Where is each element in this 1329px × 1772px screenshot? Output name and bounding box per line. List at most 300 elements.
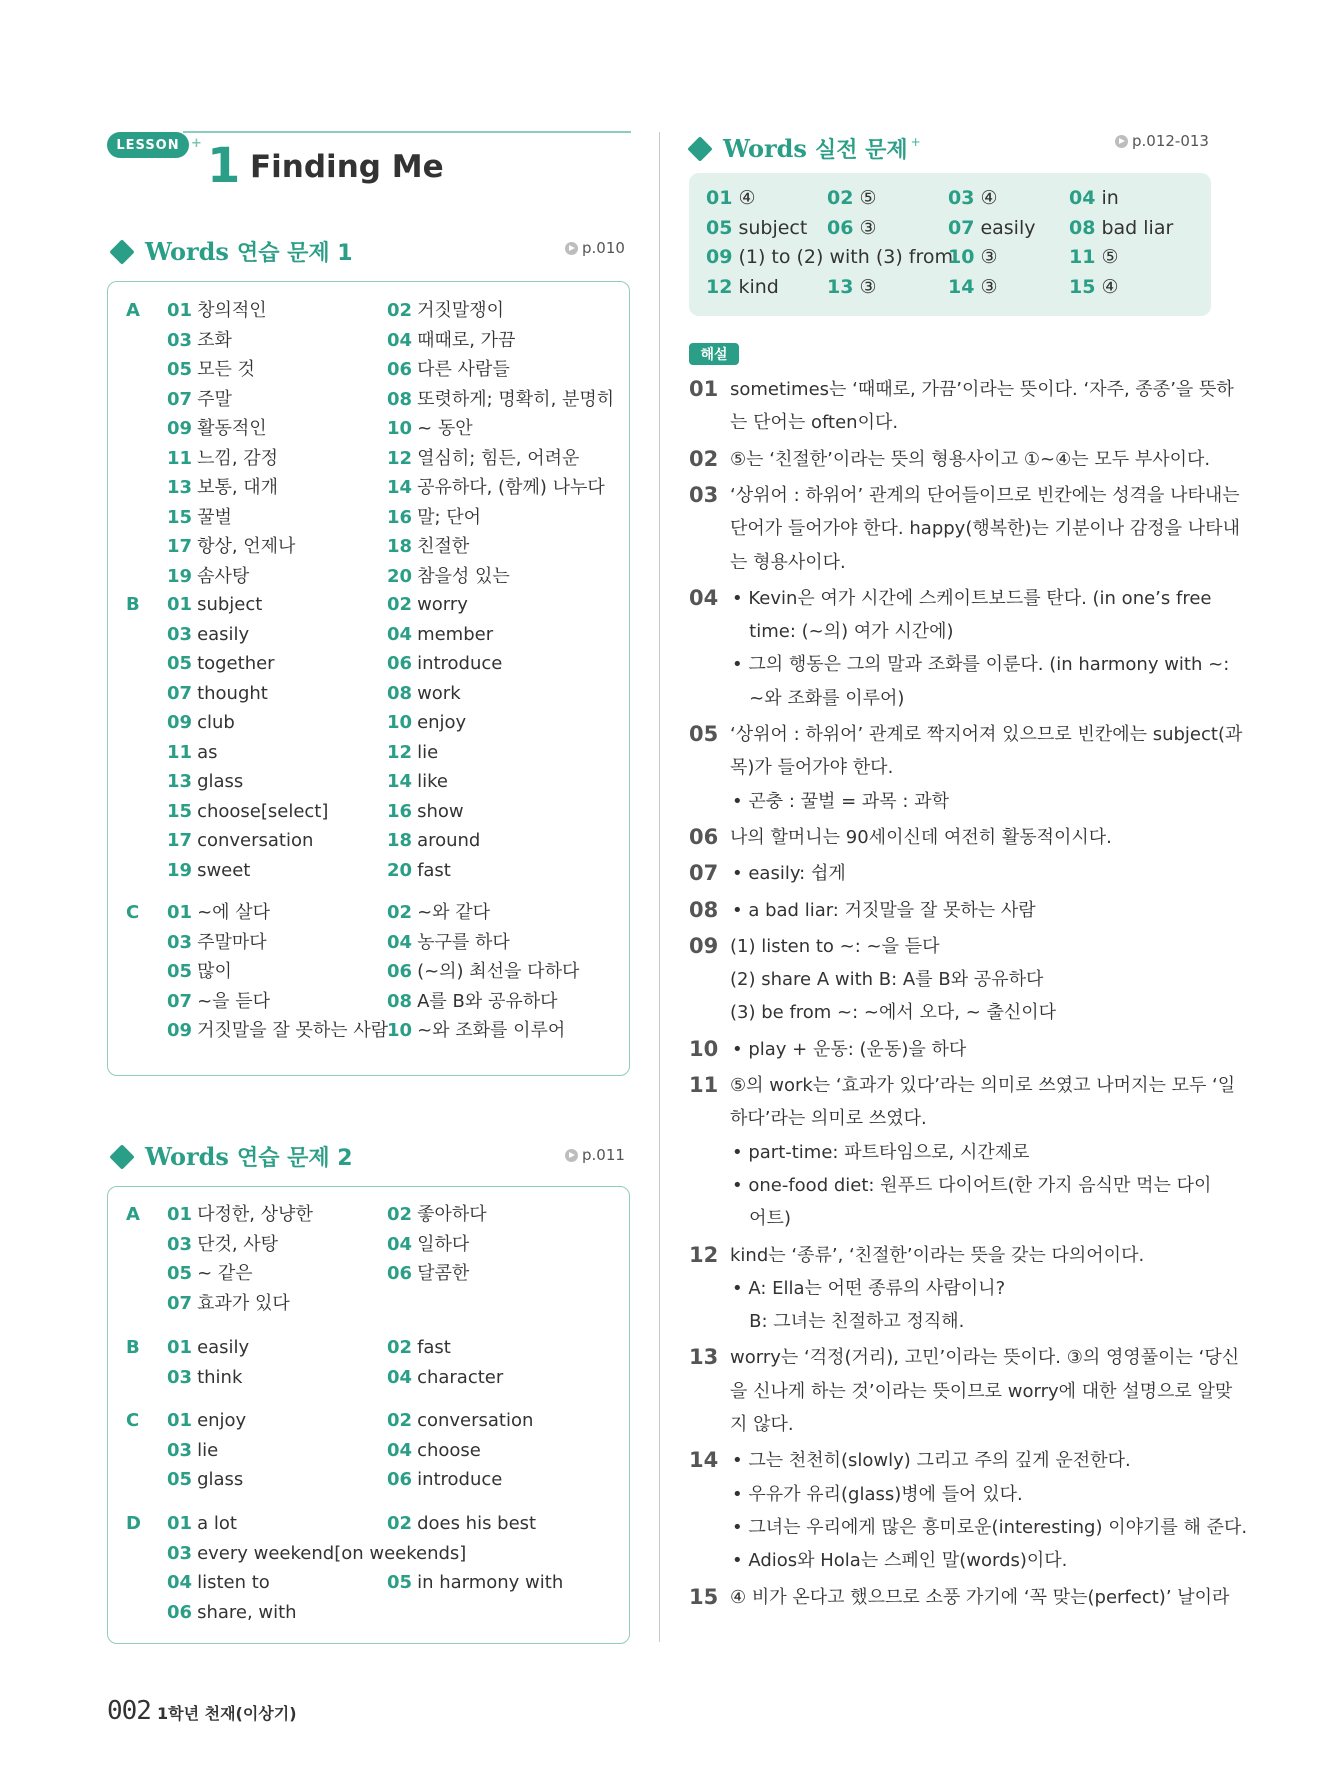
answer-text: 조화 bbox=[197, 329, 232, 351]
answer-text: 또렷하게; 명확히, 분명히 bbox=[417, 388, 615, 410]
explanation-line: 단어가 들어가야 한다. happy(행복한)는 기분이나 감정을 나타내 bbox=[730, 518, 1240, 540]
answer-item bbox=[167, 536, 295, 558]
explanation-line: time: (~의) 여가 시간에) bbox=[732, 621, 954, 643]
answer-number: 02 bbox=[387, 1410, 413, 1431]
answer-number: 03 bbox=[167, 931, 193, 953]
answer-number: 04 bbox=[167, 1572, 193, 1593]
explanation-line: 하다’라는 의미로 쓰였다. bbox=[730, 1108, 927, 1130]
answer-number: 03 bbox=[167, 1233, 193, 1255]
answer-item bbox=[167, 653, 275, 675]
answer-item bbox=[387, 1204, 487, 1226]
footer-text: 1학년 천재(이상기) bbox=[157, 1704, 297, 1723]
explanation-number: 05 bbox=[689, 722, 719, 746]
answer-item bbox=[387, 418, 473, 440]
answer-item bbox=[387, 830, 480, 852]
answer-item bbox=[827, 216, 877, 240]
answer-item bbox=[387, 594, 468, 616]
answer-number: 05 bbox=[706, 216, 733, 239]
answer-number: 02 bbox=[387, 902, 413, 923]
answer-item bbox=[387, 683, 461, 705]
answer-text: subject bbox=[738, 216, 808, 239]
answer-number: 11 bbox=[167, 741, 193, 763]
answer-item bbox=[387, 1367, 503, 1389]
answer-text: in harmony with bbox=[417, 1572, 564, 1593]
answer-number: 05 bbox=[387, 1572, 413, 1593]
answer-number: 13 bbox=[167, 771, 193, 792]
answer-text: ~와 같다 bbox=[417, 902, 491, 923]
answer-number: 19 bbox=[167, 859, 193, 881]
answer-number: 07 bbox=[167, 990, 193, 1012]
diamond-icon bbox=[109, 1144, 134, 1169]
explanation-line: 을 신나게 하는 것’이라는 뜻이므로 worry에 대한 설명으로 알맞 bbox=[730, 1380, 1233, 1402]
answer-number: 13 bbox=[167, 477, 193, 498]
explanation-line: ‘상위어 : 하위어’ 관계의 단어들이므로 빈칸에는 성격을 나타내는 bbox=[730, 484, 1240, 506]
answer-item bbox=[387, 653, 502, 675]
answer-number: 14 bbox=[387, 477, 413, 498]
section-words-label: Words bbox=[145, 1142, 229, 1171]
answer-item bbox=[706, 186, 756, 210]
answer-number: 16 bbox=[387, 506, 413, 528]
explanation-line: ~와 조화를 이루어) bbox=[732, 687, 905, 709]
answer-number: 06 bbox=[387, 1469, 413, 1490]
answer-number: 02 bbox=[387, 300, 413, 321]
answer-text: subject bbox=[197, 594, 263, 615]
explanation-line: • easily: 쉽게 bbox=[732, 863, 846, 885]
answer-number: 04 bbox=[387, 623, 413, 645]
explanation-number: 08 bbox=[689, 897, 719, 922]
practice2-header bbox=[113, 1141, 353, 1172]
explanation-line: • 그녀는 우리에게 많은 흥미로운(interesting) 이야기를 해 준다. bbox=[732, 1516, 1248, 1538]
answer-item bbox=[167, 359, 255, 381]
answer-text: ~ 동안 bbox=[417, 418, 473, 439]
answer-item bbox=[387, 1234, 469, 1256]
answer-item bbox=[167, 830, 313, 852]
answer-number: 19 bbox=[167, 565, 193, 587]
answer-number: 08 bbox=[1069, 216, 1096, 239]
explanation-number: 13 bbox=[689, 1345, 719, 1370]
section-title: 연습 문제 1 bbox=[236, 241, 353, 266]
answer-item bbox=[167, 1572, 270, 1594]
answer-item bbox=[167, 300, 267, 322]
answer-text: 창의적인 bbox=[197, 300, 267, 321]
answer-number: 05 bbox=[167, 1469, 193, 1490]
explanation-line: ⑤의 work는 ‘효과가 있다’라는 의미로 쓰였고 나머지는 모두 ‘일 bbox=[730, 1075, 1236, 1096]
play-icon bbox=[565, 242, 578, 255]
answer-item bbox=[1069, 186, 1119, 210]
group-letter: A bbox=[126, 300, 140, 321]
answer-number: 10 bbox=[387, 712, 413, 733]
answer-item bbox=[387, 330, 515, 352]
answer-text: easily bbox=[197, 623, 250, 645]
answer-number: 08 bbox=[387, 388, 413, 410]
answer-number: 09 bbox=[167, 1020, 193, 1041]
answer-text: ~와 조화를 이루어 bbox=[417, 1020, 566, 1041]
answer-number: 03 bbox=[167, 329, 193, 351]
answer-item bbox=[387, 961, 579, 983]
column-divider bbox=[659, 132, 660, 1642]
explanation-number: 09 bbox=[689, 933, 719, 958]
lesson-number: 1 bbox=[207, 138, 241, 194]
page-reference bbox=[565, 239, 625, 257]
answer-text: enjoy bbox=[417, 712, 467, 733]
answer-number: 04 bbox=[1069, 187, 1096, 209]
explanation-line: B: 그녀는 친절하고 정직해. bbox=[732, 1311, 965, 1333]
answer-text: like bbox=[417, 771, 448, 792]
answer-number: 01 bbox=[167, 594, 193, 615]
answer-item bbox=[167, 1367, 242, 1389]
answer-text: 주말마다 bbox=[197, 931, 267, 953]
lesson-rule bbox=[183, 131, 631, 133]
practice1-header bbox=[113, 236, 353, 267]
answer-number: 15 bbox=[1069, 275, 1096, 298]
answer-number: 06 bbox=[827, 216, 854, 239]
answer-text: character bbox=[417, 1366, 504, 1388]
answer-number: 01 bbox=[167, 902, 193, 923]
answer-number: 01 bbox=[167, 1410, 193, 1431]
explanation-line: sometimes는 ‘때때로, 가끔’이라는 뜻이다. ‘자주, 종종’을 뜻하 bbox=[730, 379, 1234, 400]
explanation-line: 는 형용사이다. bbox=[730, 551, 846, 573]
answer-number: 08 bbox=[387, 990, 413, 1012]
answer-text: 다른 사람들 bbox=[417, 359, 510, 380]
answer-number: 07 bbox=[948, 216, 975, 239]
answer-item bbox=[167, 566, 249, 588]
plus-icon: + bbox=[910, 134, 921, 149]
answer-item bbox=[387, 932, 510, 954]
answer-number: 20 bbox=[387, 859, 413, 881]
answer-item bbox=[167, 1602, 297, 1624]
answer-text: ~을 듣다 bbox=[197, 990, 271, 1012]
answer-item bbox=[387, 801, 464, 823]
answer-item bbox=[167, 932, 267, 954]
answer-text: 다정한, 상냥한 bbox=[197, 1204, 313, 1225]
answer-item bbox=[167, 594, 262, 616]
answer-text: (~의) 최선을 다하다 bbox=[417, 961, 580, 982]
answer-number: 04 bbox=[387, 1233, 413, 1255]
explanation-line: • part-time: 파트타임으로, 시간제로 bbox=[732, 1141, 1030, 1163]
answer-text: lie bbox=[197, 1439, 219, 1461]
answer-text: does his best bbox=[417, 1513, 537, 1534]
answer-text: 달콤한 bbox=[417, 1263, 470, 1284]
answer-number: 04 bbox=[387, 1366, 413, 1388]
answer-number: 18 bbox=[387, 830, 413, 851]
practice2-answer-box bbox=[107, 1186, 630, 1644]
answer-text: lie bbox=[417, 741, 439, 763]
answer-number: 20 bbox=[387, 565, 413, 587]
answer-text: together bbox=[197, 653, 275, 674]
diamond-icon bbox=[109, 239, 134, 264]
answer-text: listen to bbox=[197, 1572, 270, 1593]
answer-item bbox=[167, 1234, 278, 1256]
answer-text: ⑤ bbox=[859, 187, 877, 209]
explanation-number: 12 bbox=[689, 1242, 719, 1267]
answer-text: in bbox=[1101, 187, 1119, 209]
answer-number: 02 bbox=[387, 1513, 413, 1534]
explanation-line: • play + 운동: (운동)을 하다 bbox=[732, 1038, 967, 1060]
answer-number: 17 bbox=[167, 536, 193, 557]
lesson-title: Finding Me bbox=[250, 149, 444, 185]
answer-item bbox=[167, 1513, 237, 1535]
answer-item bbox=[167, 418, 267, 440]
explanation-line: (1) listen to ~: ~을 듣다 bbox=[730, 935, 940, 957]
answer-item bbox=[167, 771, 243, 793]
answer-number: 07 bbox=[167, 1292, 193, 1314]
explanation-number: 03 bbox=[689, 482, 719, 507]
answer-item bbox=[706, 245, 953, 269]
answer-text: 효과가 있다 bbox=[197, 1292, 290, 1314]
answer-text: ④ bbox=[980, 187, 998, 209]
answer-number: 14 bbox=[387, 771, 413, 792]
answer-item bbox=[706, 275, 779, 299]
answer-item bbox=[167, 902, 270, 924]
answer-number: 08 bbox=[387, 682, 413, 704]
answer-number: 03 bbox=[167, 1366, 193, 1388]
page-reference bbox=[565, 1146, 625, 1164]
answer-item bbox=[167, 683, 268, 705]
answer-number: 04 bbox=[387, 1439, 413, 1461]
answer-item bbox=[387, 1513, 536, 1535]
answer-text: ~에 살다 bbox=[197, 902, 271, 923]
answer-item bbox=[387, 902, 490, 924]
answer-item bbox=[387, 860, 451, 882]
explanation-line: 는 단어는 often이다. bbox=[730, 412, 899, 434]
lesson-badge: LESSON bbox=[107, 132, 189, 158]
answer-text: 공유하다, (함께) 나누다 bbox=[417, 477, 605, 498]
answer-item bbox=[706, 216, 807, 240]
answer-item bbox=[387, 1410, 533, 1432]
answer-number: 03 bbox=[167, 623, 193, 645]
answer-text: club bbox=[197, 712, 235, 733]
answer-number: 09 bbox=[167, 418, 193, 439]
section-title: 연습 문제 2 bbox=[236, 1146, 353, 1171]
answer-text: introduce bbox=[417, 653, 503, 674]
answer-number: 06 bbox=[387, 653, 413, 674]
answer-number: 06 bbox=[387, 1263, 413, 1284]
answer-number: 01 bbox=[167, 1337, 193, 1358]
explanation-number: 06 bbox=[689, 824, 719, 849]
answer-number: 12 bbox=[387, 447, 413, 469]
answer-item bbox=[948, 216, 1036, 240]
answer-text: choose[select] bbox=[197, 800, 329, 822]
answer-item bbox=[167, 712, 235, 734]
answer-number: 11 bbox=[1069, 246, 1096, 268]
answer-number: 03 bbox=[167, 1439, 193, 1461]
explanation-line: ⑤는 ‘친절한’이라는 뜻의 형용사이고 ①~④는 모두 부사이다. bbox=[730, 448, 1211, 470]
answer-number: 05 bbox=[167, 359, 193, 380]
answer-text: 일하다 bbox=[417, 1233, 470, 1255]
answer-item bbox=[948, 186, 998, 210]
answer-number: 16 bbox=[387, 800, 413, 822]
answer-number: 02 bbox=[827, 187, 854, 209]
answer-number: 01 bbox=[167, 1204, 193, 1225]
answer-item bbox=[387, 300, 504, 322]
answer-text: choose bbox=[417, 1439, 481, 1461]
answer-number: 12 bbox=[706, 275, 733, 298]
answer-item bbox=[948, 275, 998, 299]
answer-item bbox=[167, 448, 278, 470]
answer-text: 좋아하다 bbox=[417, 1204, 487, 1225]
answer-text: 열심히; 힘든, 어려운 bbox=[417, 447, 580, 469]
answer-text: 활동적인 bbox=[197, 418, 267, 439]
answer-item bbox=[387, 477, 605, 499]
explanation-number: 07 bbox=[689, 861, 719, 886]
answer-text: ③ bbox=[980, 275, 998, 298]
explanation-line: (2) share A with B: A를 B와 공유하다 bbox=[730, 969, 1044, 991]
answer-text: 참을성 있는 bbox=[417, 565, 510, 587]
answer-number: 09 bbox=[706, 246, 733, 268]
answer-item bbox=[167, 624, 249, 646]
explanation-line: • 그의 행동은 그의 말과 조화를 이룬다. (in harmony with ~: bbox=[732, 654, 1230, 676]
diamond-icon bbox=[687, 136, 712, 161]
group-letter: C bbox=[126, 1410, 140, 1431]
answer-number: 10 bbox=[387, 1020, 413, 1041]
answer-item bbox=[167, 1440, 218, 1462]
section-words-label: Words bbox=[145, 237, 229, 266]
answer-item bbox=[387, 712, 466, 734]
answer-text: 말; 단어 bbox=[417, 506, 482, 528]
group-letter: B bbox=[126, 1337, 140, 1358]
answer-text: 많이 bbox=[197, 961, 232, 982]
answer-text: work bbox=[417, 682, 461, 704]
answer-text: member bbox=[417, 623, 494, 645]
page-reference bbox=[1115, 132, 1209, 150]
answer-number: 03 bbox=[167, 1542, 193, 1564]
answer-text: ~ 같은 bbox=[197, 1263, 253, 1284]
answer-number: 12 bbox=[387, 741, 413, 763]
answer-number: 02 bbox=[387, 1337, 413, 1358]
explanation-line: • A: Ella는 어떤 종류의 사람이니? bbox=[732, 1277, 1006, 1299]
answer-text: sweet bbox=[197, 859, 251, 881]
answer-item bbox=[387, 1572, 563, 1594]
play-icon bbox=[565, 1149, 578, 1162]
explanation-number: 04 bbox=[689, 585, 719, 610]
answer-text: (1) to (2) with (3) from bbox=[738, 246, 953, 268]
answer-text: thought bbox=[197, 682, 268, 704]
answer-number: 01 bbox=[167, 1513, 193, 1534]
answer-text: fast bbox=[417, 859, 451, 881]
answer-text: A를 B와 공유하다 bbox=[417, 990, 558, 1012]
explanation-line: • 우유가 유리(glass)병에 들어 있다. bbox=[732, 1483, 1023, 1505]
answer-number: 01 bbox=[167, 300, 193, 321]
play-icon bbox=[1115, 135, 1128, 148]
group-letter: A bbox=[126, 1204, 140, 1225]
answer-item bbox=[948, 245, 998, 269]
explanation-line: worry는 ‘걱정(거리), 고민’이라는 뜻이다. ③의 영영풀이는 ‘당신 bbox=[730, 1347, 1240, 1369]
answer-item bbox=[167, 389, 232, 411]
explanation-line: (3) be from ~: ~에서 오다, ~ 출신이다 bbox=[730, 1002, 1057, 1024]
explanation-line: 목)가 들어가야 한다. bbox=[730, 757, 894, 779]
page-reference-text: p.012-013 bbox=[1132, 132, 1209, 150]
answer-text: kind bbox=[738, 275, 779, 298]
answer-text: glass bbox=[197, 771, 244, 792]
answer-item bbox=[167, 1293, 290, 1315]
explanation-line: • 곤충 : 꿀벌 = 과목 : 과학 bbox=[732, 790, 949, 812]
explanation-line: • one-food diet: 원푸드 다이어트(한 가지 음식만 먹는 다이 bbox=[732, 1174, 1212, 1196]
answer-text: every weekend[on weekends] bbox=[197, 1542, 467, 1564]
answer-number: 06 bbox=[167, 1601, 193, 1623]
answer-item bbox=[167, 742, 217, 764]
answer-item bbox=[1069, 245, 1119, 269]
answer-item bbox=[387, 536, 469, 558]
answer-item bbox=[1069, 216, 1173, 240]
answer-text: 단것, 사탕 bbox=[197, 1233, 279, 1255]
answer-text: as bbox=[197, 741, 218, 763]
answer-item bbox=[167, 991, 270, 1013]
answer-text: worry bbox=[417, 594, 468, 615]
answer-number: 02 bbox=[387, 1204, 413, 1225]
answer-text: around bbox=[417, 830, 481, 851]
answer-text: 느낌, 감정 bbox=[197, 447, 279, 469]
answer-item bbox=[387, 771, 448, 793]
answer-item bbox=[167, 477, 278, 499]
explanation-line: kind는 ‘종류’, ‘친절한’이라는 뜻을 갖는 다의어이다. bbox=[730, 1244, 1145, 1266]
plus-icon: + bbox=[191, 136, 202, 151]
answer-item bbox=[167, 860, 250, 882]
explanation-line: • Adios와 Hola는 스페인 말(words)이다. bbox=[732, 1550, 1068, 1572]
answer-item bbox=[387, 448, 579, 470]
answer-text: ④ bbox=[1101, 275, 1119, 298]
answer-item bbox=[167, 961, 232, 983]
group-letter: B bbox=[126, 594, 140, 615]
answer-text: 솜사탕 bbox=[197, 565, 250, 587]
answer-number: 17 bbox=[167, 830, 193, 851]
answer-item bbox=[167, 1469, 243, 1491]
answer-number: 09 bbox=[167, 712, 193, 733]
answer-number: 10 bbox=[387, 418, 413, 439]
answer-text: a lot bbox=[197, 1513, 237, 1534]
answer-item bbox=[167, 1410, 246, 1432]
answer-item bbox=[387, 389, 614, 411]
answer-number: 01 bbox=[706, 187, 733, 209]
real-answers-box bbox=[689, 173, 1211, 316]
answer-item bbox=[167, 801, 328, 823]
real-test-header bbox=[691, 133, 921, 164]
explanation-line: ④ 비가 온다고 했으므로 소풍 가기에 ‘꼭 맞는(perfect)’ 날이라 bbox=[730, 1586, 1230, 1608]
answer-text: ③ bbox=[859, 216, 877, 239]
explanation-number: 01 bbox=[689, 377, 719, 401]
answer-text: ⑤ bbox=[1101, 246, 1119, 268]
answer-text: glass bbox=[197, 1469, 244, 1490]
answer-number: 04 bbox=[387, 329, 413, 351]
answer-number: 11 bbox=[167, 447, 193, 469]
group-letter: C bbox=[126, 902, 140, 923]
answer-item bbox=[387, 507, 481, 529]
answer-text: 주말 bbox=[197, 388, 232, 410]
answer-text: conversation bbox=[197, 830, 314, 851]
answer-item bbox=[167, 1204, 313, 1226]
page-reference-text: p.011 bbox=[582, 1146, 625, 1164]
answer-number: 04 bbox=[387, 931, 413, 953]
answer-item bbox=[387, 1263, 469, 1285]
answer-text: 농구를 하다 bbox=[417, 931, 510, 953]
answer-number: 13 bbox=[827, 275, 854, 298]
answer-number: 05 bbox=[167, 1263, 193, 1284]
answer-text: 거짓말쟁이 bbox=[417, 300, 505, 321]
page-reference-text: p.010 bbox=[582, 239, 625, 257]
section-title: 실전 문제 bbox=[814, 138, 908, 163]
answer-item bbox=[387, 1469, 502, 1491]
answer-number: 18 bbox=[387, 536, 413, 557]
section-words-label: Words bbox=[723, 134, 807, 163]
answer-item bbox=[387, 1440, 481, 1462]
answer-item bbox=[387, 991, 558, 1013]
answer-item bbox=[167, 330, 232, 352]
answer-text: easily bbox=[980, 216, 1036, 239]
answer-number: 06 bbox=[387, 961, 413, 982]
answer-item bbox=[387, 624, 493, 646]
explanation-line: 지 않다. bbox=[730, 1414, 794, 1435]
answer-text: bad liar bbox=[1101, 216, 1174, 239]
answer-number: 06 bbox=[387, 359, 413, 380]
